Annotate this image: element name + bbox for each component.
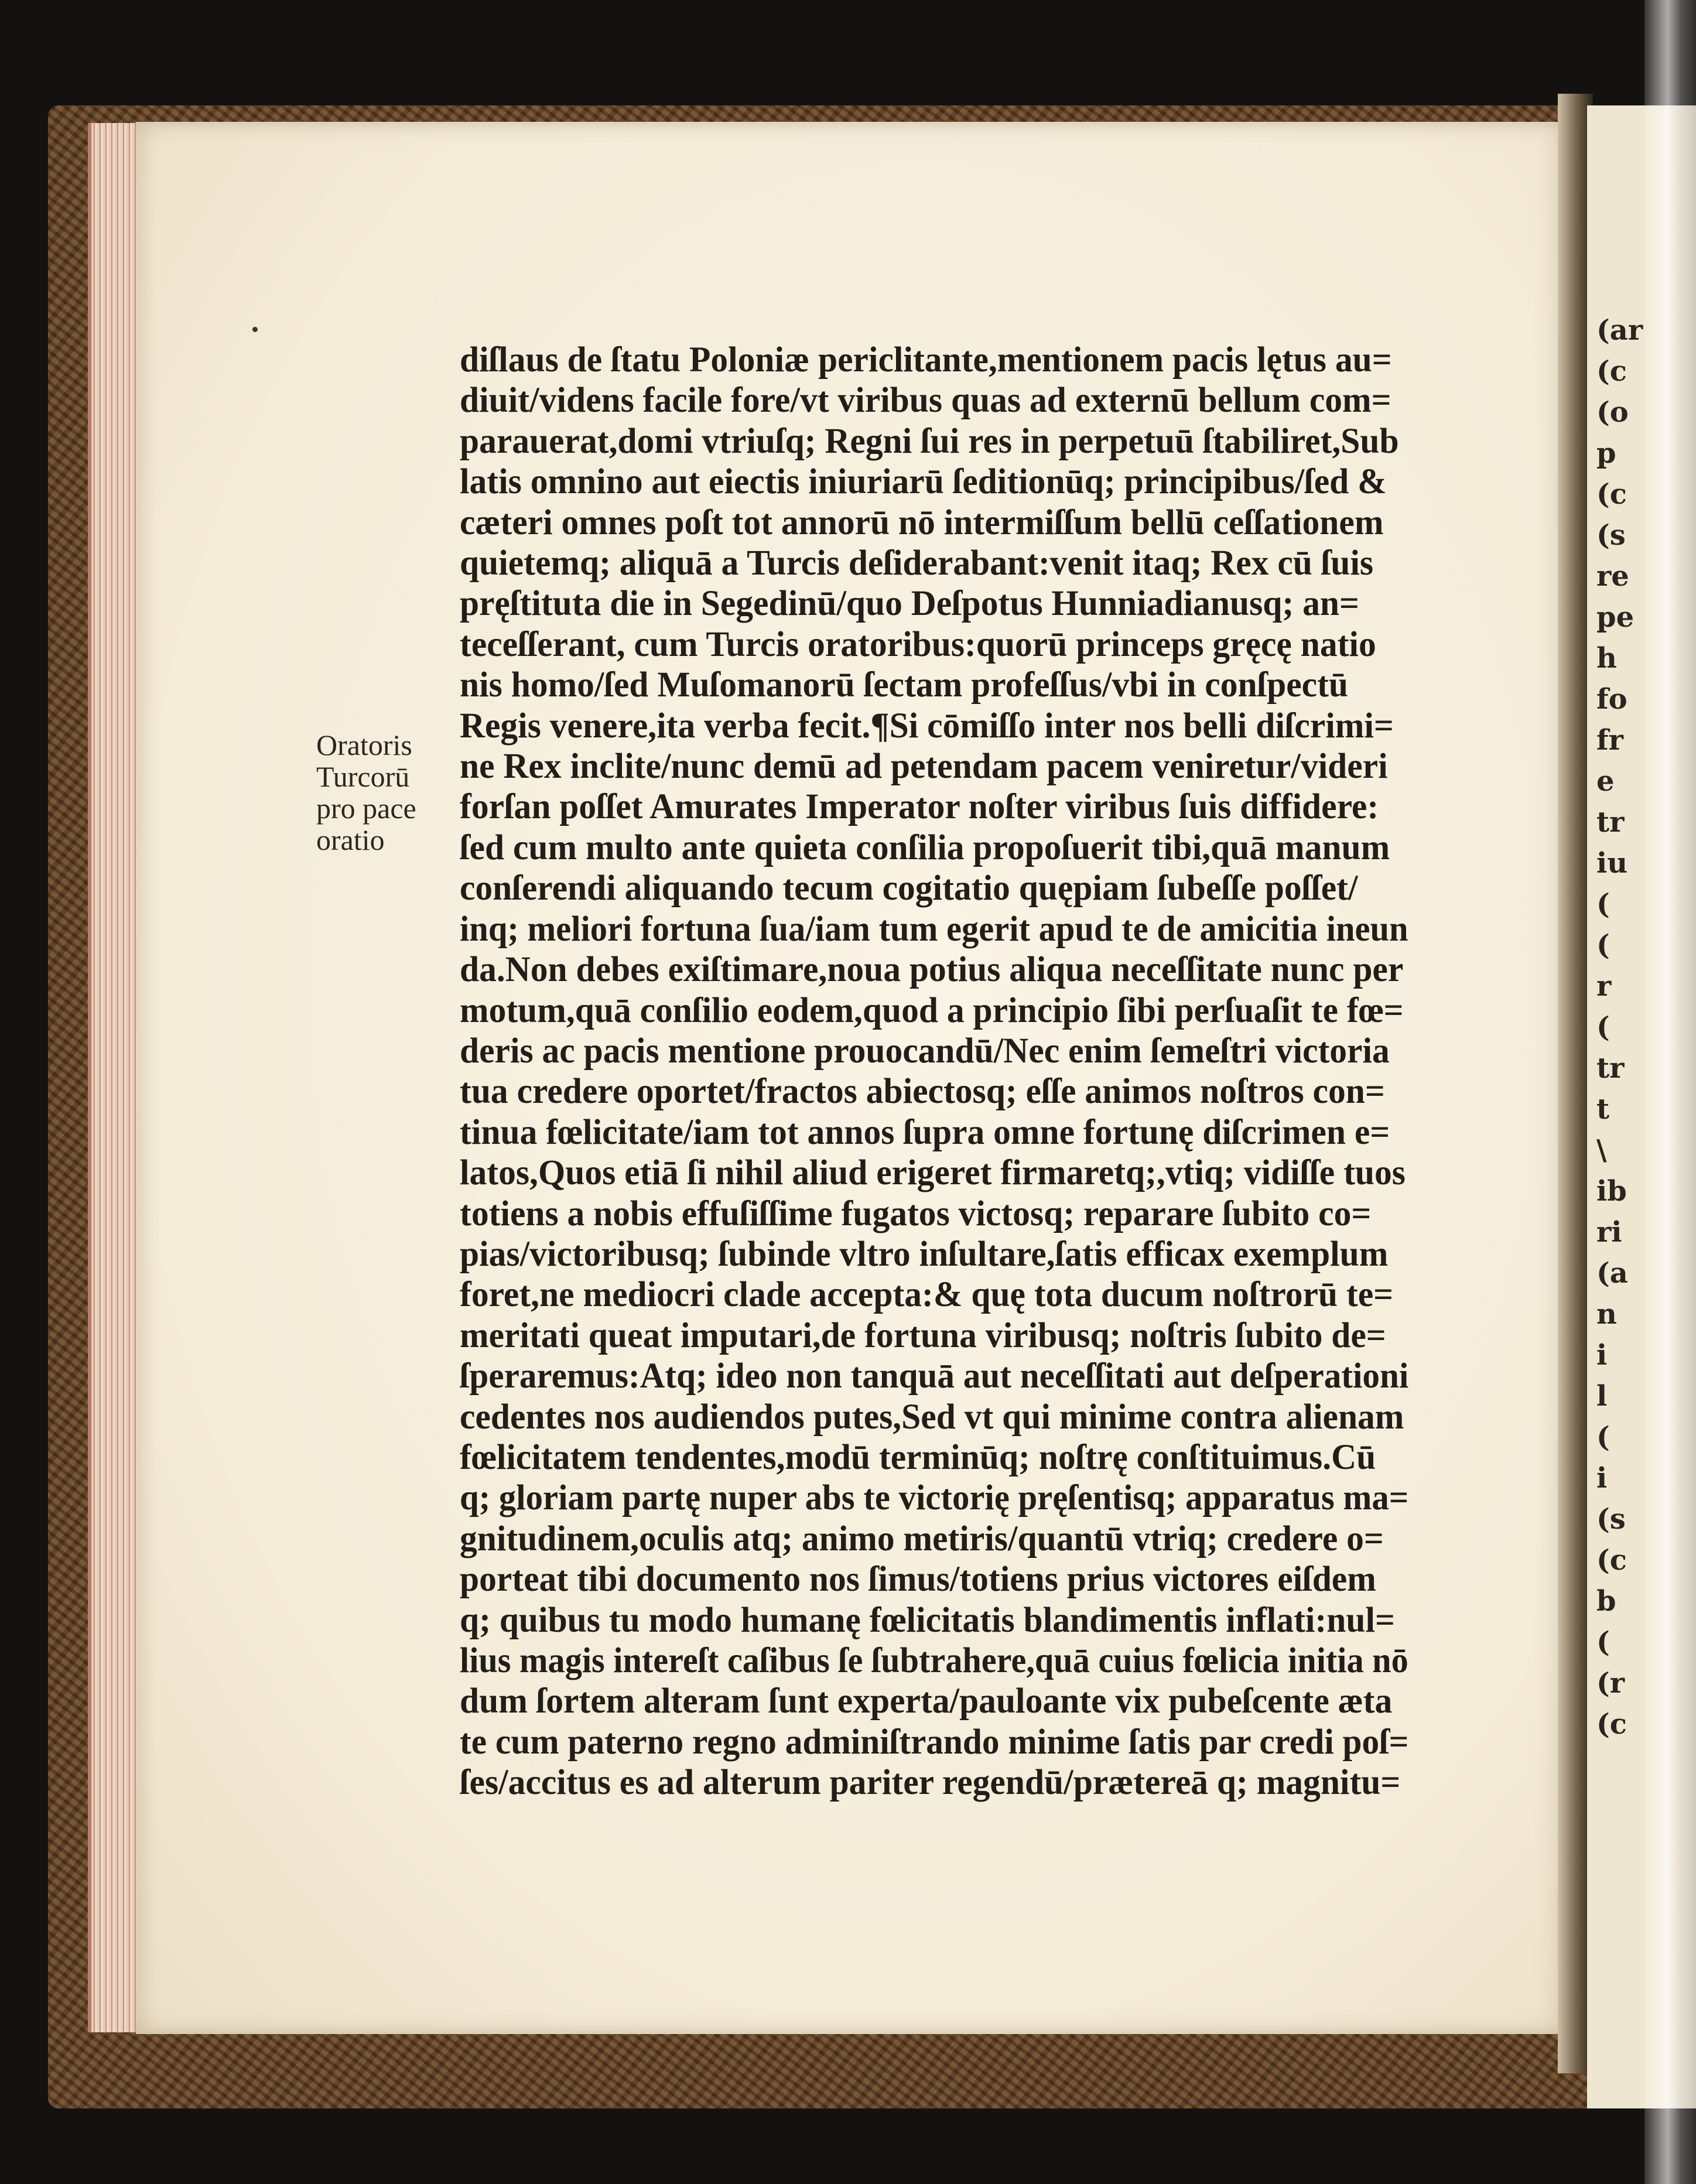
- facing-page-fragment: tr: [1596, 806, 1625, 839]
- facing-page-fragment: r: [1596, 970, 1612, 1003]
- text-line: pręſtituta die in Segedinū/quo Deſpotus Hunniadianusq; an=: [460, 584, 1359, 624]
- facing-page-fragment: iu: [1596, 847, 1628, 880]
- text-line: tinua fœlicitate/iam tot annos ſupra omne fortunę diſcrimen e=: [460, 1112, 1390, 1152]
- text-line: meritati queat imputari,de fortuna viribusq; noſtris ſubito de=: [460, 1315, 1386, 1355]
- text-line: teceſſerant, cum Turcis oratoribus:quorū princeps gręcę natio: [460, 624, 1376, 664]
- facing-page-fragment: fo: [1596, 683, 1627, 716]
- text-line: porteat tibi documento nos ſimus/totiens prius victores eiſdem: [460, 1560, 1376, 1599]
- facing-page-fragment: ri: [1596, 1216, 1622, 1249]
- marginal-note: [316, 729, 463, 856]
- text-line: latos,Quos etiā ſi nihil aliud erigeret firmaretq;,vtiq; vidiſſe tuos: [460, 1153, 1406, 1193]
- facing-page-fragment: (s: [1596, 1503, 1626, 1536]
- facing-page-fragment: pe: [1596, 601, 1635, 634]
- facing-page-fragment: (o: [1596, 396, 1629, 429]
- facing-page-fragment: (c: [1596, 478, 1627, 511]
- text-line: diuit/videns facile fore/vt viribus quas ad externū bellum com=: [460, 381, 1391, 421]
- facing-page-fragment: (: [1596, 1626, 1610, 1659]
- marginal-note-line: Oratoris: [316, 729, 412, 761]
- text-line: cæteri omnes poſt tot annorū nō intermiſſum bellū ceſſationem: [460, 503, 1384, 542]
- facing-page-fragment: re: [1596, 560, 1629, 593]
- facing-page-fragment: fr: [1596, 724, 1623, 757]
- facing-page-fragment: (: [1596, 1421, 1610, 1454]
- text-line: ne Rex inclite/nunc demū ad petendam pacem veniretur/videri: [460, 747, 1388, 787]
- glass-weight-rod: [1644, 0, 1696, 2184]
- facing-page-fragment: (: [1596, 1011, 1610, 1044]
- text-line: forſan poſſet Amurates Imperator noſter viribus ſuis diffidere:: [460, 787, 1379, 827]
- text-line: dum ſortem alteram ſunt experta/pauloante vix pubeſcente æta: [460, 1681, 1393, 1721]
- text-line: quietemq; aliquā a Turcis deſiderabant:venit itaq; Rex cū ſuis: [460, 544, 1374, 583]
- facing-page-fragment: n: [1596, 1298, 1617, 1331]
- facing-page-fragment: (c: [1596, 355, 1627, 388]
- text-line: Regis venere,ita verba fecit.¶Si cōmiſſo inter nos belli diſcrimi=: [460, 706, 1394, 746]
- facing-page-fragment: t: [1596, 1093, 1610, 1126]
- facing-page-fragment: i: [1596, 1339, 1608, 1372]
- facing-page-fragment: (: [1596, 888, 1610, 921]
- text-line: diſlaus de ſtatu Poloniæ periclitante,mentionem pacis lętus au=: [460, 340, 1392, 380]
- marginal-note-line: oratio: [316, 823, 385, 856]
- facing-page-fragment: (r: [1596, 1667, 1625, 1700]
- facing-page-fragment: (s: [1596, 519, 1626, 552]
- body-text: [460, 340, 1432, 1803]
- ink-dot: [252, 327, 258, 332]
- facing-page-fragment: (c: [1596, 1544, 1627, 1577]
- text-line: te cum paterno regno adminiſtrando minime ſatis par credi poſ=: [460, 1722, 1409, 1762]
- facing-page-fragment: tr: [1596, 1052, 1625, 1085]
- marginal-note-line: pro pace: [316, 792, 416, 825]
- facing-page-fragment: l: [1596, 1380, 1608, 1413]
- text-line: ſed cum multo ante quieta conſilia propoſuerit tibi,quā manum: [460, 828, 1390, 867]
- text-line: q; gloriam partę nuper abs te victorię pręſentisq; apparatus ma=: [460, 1478, 1409, 1518]
- facing-page-fragment: ib: [1596, 1175, 1627, 1208]
- facing-page-fragment: e: [1596, 765, 1615, 798]
- facing-page-fragment: (: [1596, 929, 1610, 962]
- text-line: inq; meliori fortuna ſua/iam tum egerit apud te de amicitia ineun: [460, 909, 1408, 949]
- text-line: tua credere oportet/fractos abiectosq; eſſe animos noſtros con=: [460, 1072, 1385, 1112]
- text-line: conſerendi aliquando tecum cogitatio quępiam ſubeſſe poſſet/: [460, 869, 1358, 908]
- facing-page-fragment: (a: [1596, 1257, 1628, 1290]
- text-line: motum,quā conſilio eodem,quod a principio ſibi perſuaſit te fœ=: [460, 990, 1404, 1030]
- text-line: fœlicitatem tendentes,modū terminūq; noſtrę conſtituimus.Cū: [460, 1437, 1376, 1477]
- text-line: latis omnino aut eiectis iniuriarū ſeditionūq; principibus/ſed &: [460, 462, 1387, 502]
- facing-page-fragment: p: [1596, 437, 1616, 470]
- text-line: ſperaremus:Atq; ideo non tanquā aut neceſſitati aut deſperationi: [460, 1356, 1409, 1396]
- text-line: q; quibus tu modo humanę fœlicitatis blandimentis inflati:nul=: [460, 1600, 1395, 1640]
- text-line: deris ac pacis mentione prouocandū/Nec enim ſemeſtri victoria: [460, 1031, 1390, 1071]
- text-line: gnitudinem,oculis atq; animo metiris/quantū vtriq; credere o=: [460, 1519, 1384, 1558]
- facing-page-fragment: h: [1596, 642, 1617, 675]
- text-line: da.Non debes exiſtimare,noua potius aliqua neceſſitate nunc per: [460, 950, 1404, 990]
- text-line: foret,ne mediocri clade accepta:& quę tota ducum noſtrorū te=: [460, 1275, 1394, 1315]
- text-line: pias/victoribusq; ſubinde vltro inſultare,ſatis efficax exemplum: [460, 1234, 1389, 1274]
- marginal-note-line: Turcorū: [316, 760, 410, 793]
- text-line: ſes/accitus es ad alterum pariter regendū/prætereā q; magnitu=: [460, 1763, 1401, 1803]
- text-line: nis homo/ſed Muſomanorū ſectam profeſſus/vbi in conſpectū: [460, 665, 1349, 705]
- text-line: parauerat,domi vtriuſq; Regni ſui res in perpetuū ſtabiliret,Sub: [460, 421, 1399, 461]
- facing-page-fragment: \: [1596, 1134, 1607, 1167]
- text-line: cedentes nos audiendos putes,Sed vt qui minime contra alienam: [460, 1397, 1404, 1437]
- facing-page-fragment: i: [1596, 1462, 1608, 1495]
- facing-page-fragment: (c: [1596, 1708, 1627, 1741]
- text-line: totiens a nobis effuſiſſime fugatos victosq; reparare ſubito co=: [460, 1194, 1372, 1233]
- facing-page-fragment: b: [1596, 1585, 1616, 1618]
- text-line: lius magis intereſt caſibus ſe ſubtrahere,quā cuius fœlicia initia nō: [460, 1641, 1408, 1680]
- facing-page-fragment: (ar: [1596, 314, 1643, 347]
